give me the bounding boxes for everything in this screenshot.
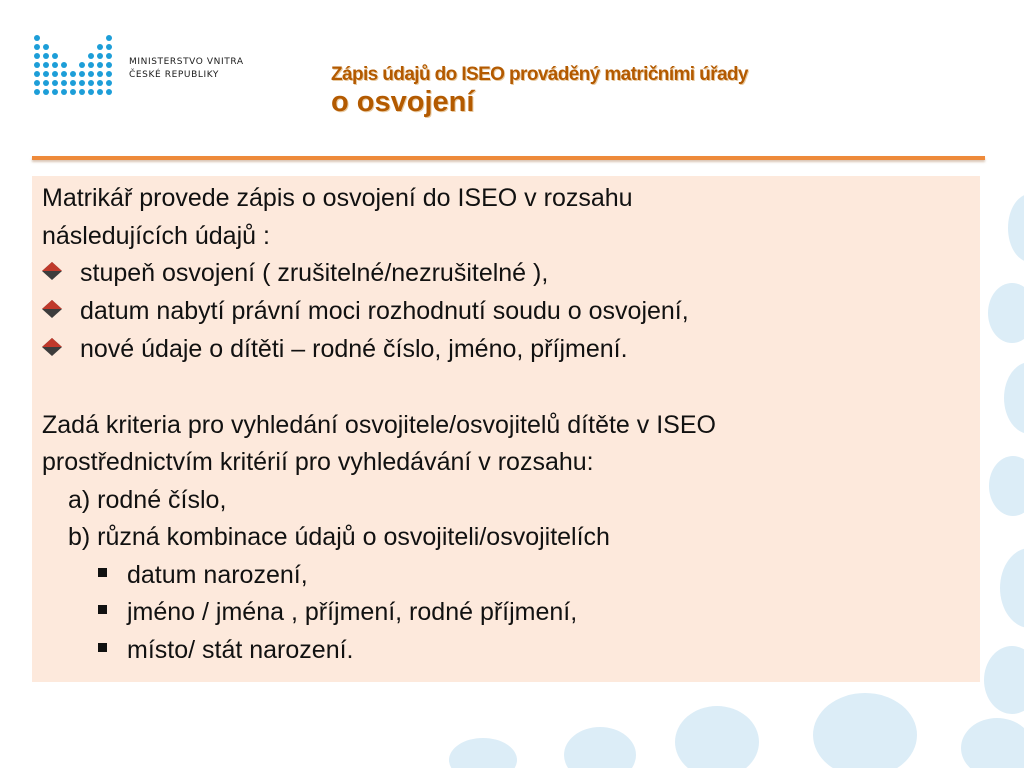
ministry-name-line1: MINISTERSTVO VNITRA [129, 57, 244, 67]
ministry-name-line2: ČESKÉ REPUBLIKY [129, 70, 220, 80]
sub-list-item-text: jméno / jména , příjmení, rodné příjmení, [127, 598, 578, 627]
diamond-bullet-icon [42, 292, 80, 330]
para2-line2: prostřednictvím kritérií pro vyhledávání v rozsahu: [42, 448, 594, 477]
sub-list-item [42, 594, 716, 632]
slide-title [331, 62, 748, 118]
list-item-text: datum nabytí právní moci rozhodnutí soudu o osvojení, [80, 297, 689, 326]
intro-line2: následujících údajů : [42, 221, 270, 250]
list-item-text: nové údaje o dítěti – rodné číslo, jméno, příjmení. [80, 335, 628, 364]
sub-list-item-text: místo/ stát narození. [127, 635, 354, 664]
spacer [42, 369, 716, 407]
mv-dot-logo-icon [33, 33, 119, 99]
content-panel [32, 176, 980, 682]
sub-list-item [42, 632, 716, 670]
square-bullet-icon [98, 605, 107, 614]
ministry-logo [33, 33, 273, 103]
item-a: a) rodné číslo, [68, 485, 227, 514]
square-bullet-icon [98, 568, 107, 577]
title-divider [32, 156, 985, 160]
list-item [42, 293, 716, 331]
diamond-bullet-icon [42, 330, 80, 368]
content-text [42, 180, 716, 669]
list-item [42, 255, 716, 293]
ministry-name [129, 56, 244, 82]
para2-line1: Zadá kriteria pro vyhledání osvojitele/osvojitelů dítěte v ISEO [42, 410, 716, 439]
sub-list-item [42, 557, 716, 595]
square-bullet-icon [98, 643, 107, 652]
diamond-bullet-icon [42, 254, 80, 292]
list-item [42, 331, 716, 369]
list-item-text: stupeň osvojení ( zrušitelné/nezrušitelné ), [80, 259, 549, 287]
item-b: b) různá kombinace údajů o osvojiteli/osvojitelích [68, 523, 610, 552]
slide-title-line1: Zápis údajů do ISEO prováděný matričními úřady [331, 64, 748, 85]
sub-list-item-text: datum narození, [127, 560, 308, 589]
intro-line1: Matrikář provede zápis o osvojení do ISEO v rozsahu [42, 184, 633, 212]
slide-title-line2: o osvojení [331, 86, 475, 118]
